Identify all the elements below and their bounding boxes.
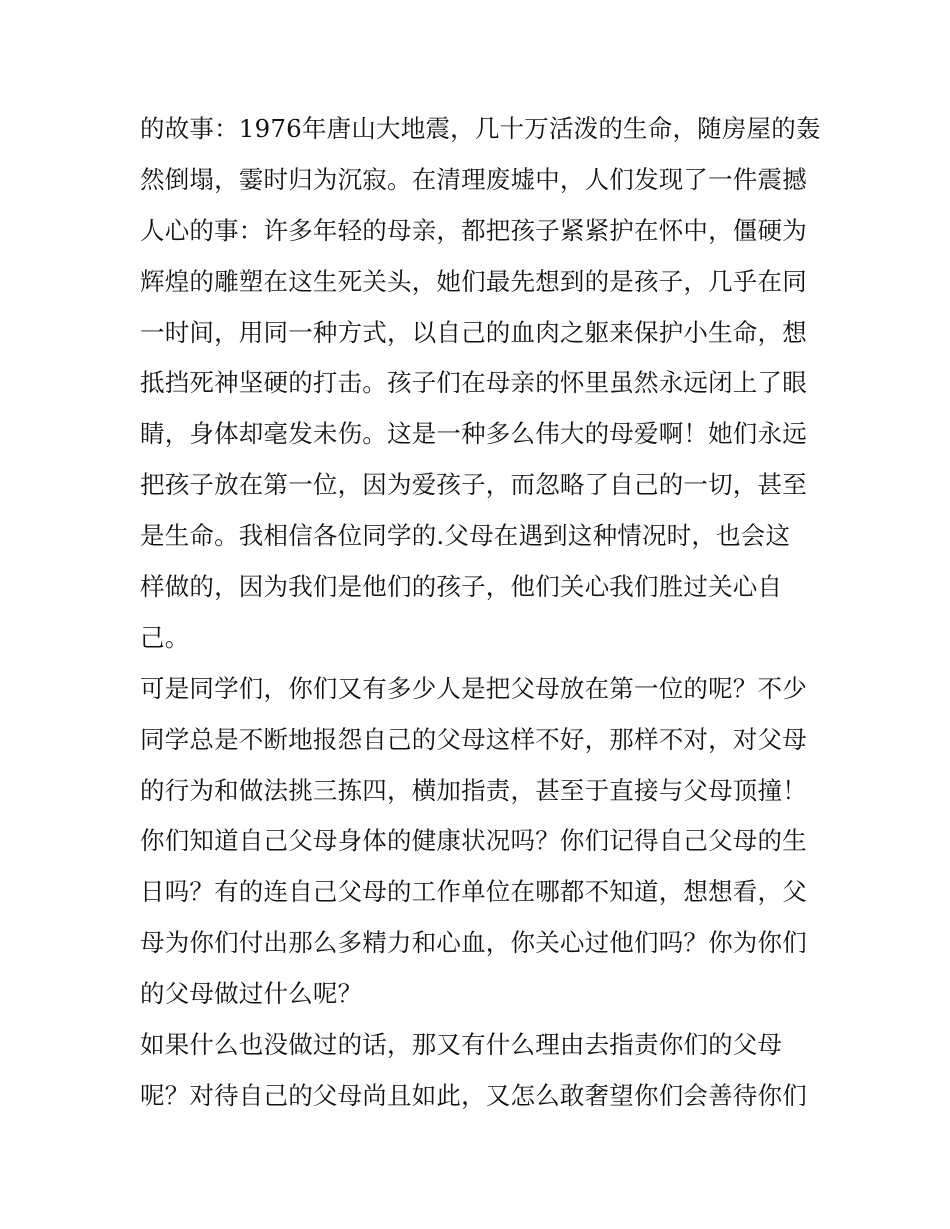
text-line: 人心的事：许多年轻的母亲，都把孩子紧紧护在怀中，僵硬为 <box>140 215 807 245</box>
text-line: 如果什么也没做过的话，那又有什么理由去指责你们的父母 <box>140 1030 783 1060</box>
text-line: 的行为和做法挑三拣四，横加指责，甚至于直接与父母顶撞！ <box>140 775 807 805</box>
text-line: 的故事：1976年唐山大地震，几十万活泼的生命，随房屋的轰 <box>140 114 821 143</box>
text-line: 把孩子放在第一位，因为爱孩子，而忽略了自己的一切，甚至 <box>140 470 807 500</box>
text-line: 抵挡死神坚硬的打击。孩子们在母亲的怀里虽然永远闭上了眼 <box>140 368 807 398</box>
text-line: 样做的，因为我们是他们的孩子，他们关心我们胜过关心自 <box>140 572 783 602</box>
text-line: 你们知道自己父母身体的健康状况吗？你们记得自己父母的生 <box>140 826 807 856</box>
text-line: 然倒塌，霎时归为沉寂。在清理废墟中，人们发现了一件震撼 <box>140 164 807 194</box>
text-line: 呢？对待自己的父母尚且如此，又怎么敢奢望你们会善待你们 <box>140 1080 807 1110</box>
text-line: 己。 <box>140 622 190 652</box>
text-line: 同学总是不断地报怨自己的父母这样不好，那样不对，对父母 <box>140 724 807 754</box>
text-line: 睛，身体却毫发未伤。这是一种多么伟大的母爱啊！她们永远 <box>140 419 807 449</box>
text-line: 一时间，用同一种方式，以自己的血肉之躯来保护小生命，想 <box>140 317 807 347</box>
body-text <box>140 104 830 1122</box>
text-line: 母为你们付出那么多精力和心血，你关心过他们吗？你为你们 <box>140 928 807 958</box>
text-line: 辉煌的雕塑在这生死关头，她们最先想到的是孩子，几乎在同 <box>140 266 807 296</box>
text-line: 可是同学们，你们又有多少人是把父母放在第一位的呢？不少 <box>140 673 807 703</box>
text-line: 是生命。我相信各位同学的.父母在遇到这种情况时，也会这 <box>140 521 791 551</box>
text-line: 的父母做过什么呢？ <box>140 979 363 1009</box>
text-line: 日吗？有的连自己父母的工作单位在哪都不知道，想想看，父 <box>140 877 807 907</box>
